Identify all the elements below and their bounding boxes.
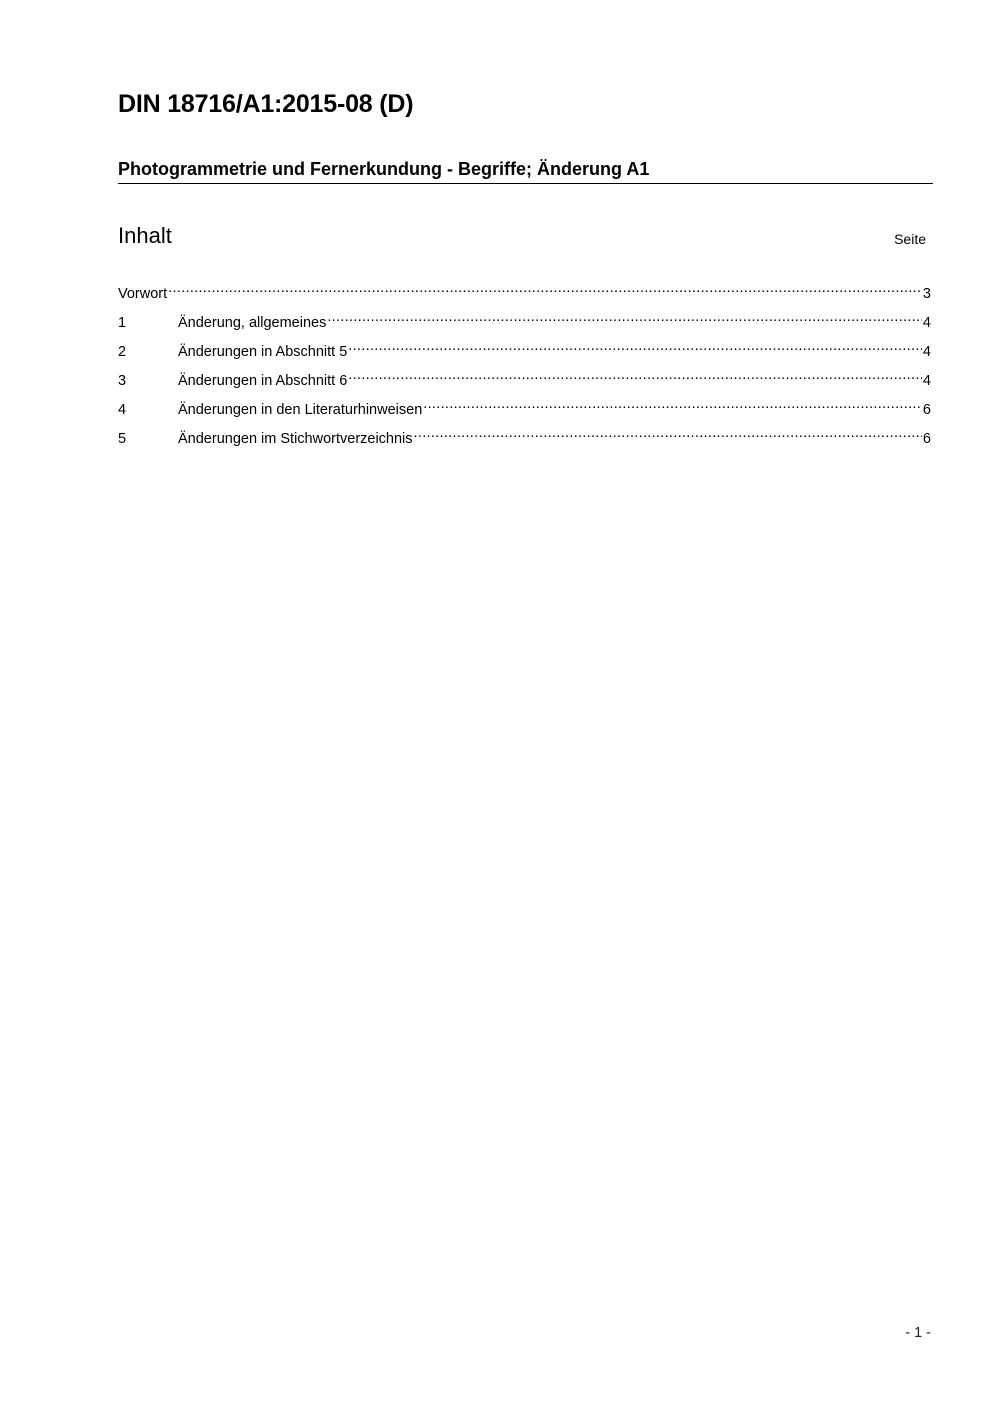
- toc-dot-leader: [423, 394, 922, 414]
- toc-entry-2[interactable]: [118, 336, 931, 365]
- toc-entry-1[interactable]: [118, 307, 931, 336]
- toc-entry-page: 4: [922, 373, 931, 389]
- table-of-contents: [118, 278, 931, 452]
- toc-dot-leader: [327, 307, 922, 327]
- document-title: DIN 18716/A1:2015-08 (D): [118, 90, 414, 118]
- toc-dot-leader: [414, 423, 922, 443]
- document-subtitle: Photogrammetrie und Fernerkundung - Begriffe; Änderung A1: [118, 157, 933, 184]
- toc-entry-page: 4: [922, 315, 931, 331]
- toc-dot-leader: [348, 365, 922, 385]
- toc-entry-text: Änderungen in Abschnitt 6: [178, 373, 348, 389]
- toc-entry-text: Änderungen im Stichwortverzeichnis: [178, 431, 413, 447]
- toc-entry-page: 3: [922, 286, 931, 302]
- toc-entry-3[interactable]: [118, 365, 931, 394]
- toc-entry-number: 4: [118, 402, 127, 418]
- toc-entry-text: Änderungen in Abschnitt 5: [178, 344, 348, 360]
- toc-entry-5[interactable]: [118, 423, 931, 452]
- toc-entry-page: 6: [922, 431, 931, 447]
- toc-entry-text: Änderungen in den Literaturhinweisen: [178, 402, 423, 418]
- toc-entry-text: Vorwort: [118, 286, 168, 302]
- toc-entry-number: 5: [118, 431, 127, 447]
- toc-entry-text: Änderung, allgemeines: [178, 315, 327, 331]
- toc-entry-page: 4: [922, 344, 931, 360]
- toc-entry-number: 2: [118, 344, 127, 360]
- toc-entry-number: 1: [118, 315, 127, 331]
- toc-page-label: Seite: [894, 231, 926, 247]
- toc-entry-page: 6: [922, 402, 931, 418]
- toc-entry-number: 3: [118, 373, 127, 389]
- toc-heading: Inhalt: [118, 223, 172, 248]
- toc-entry-4[interactable]: [118, 394, 931, 423]
- toc-header: [118, 222, 926, 252]
- toc-entry-vorwort[interactable]: [118, 278, 931, 307]
- toc-dot-leader: [348, 336, 922, 356]
- toc-dot-leader: [168, 278, 922, 298]
- page-number: - 1 -: [905, 1325, 931, 1341]
